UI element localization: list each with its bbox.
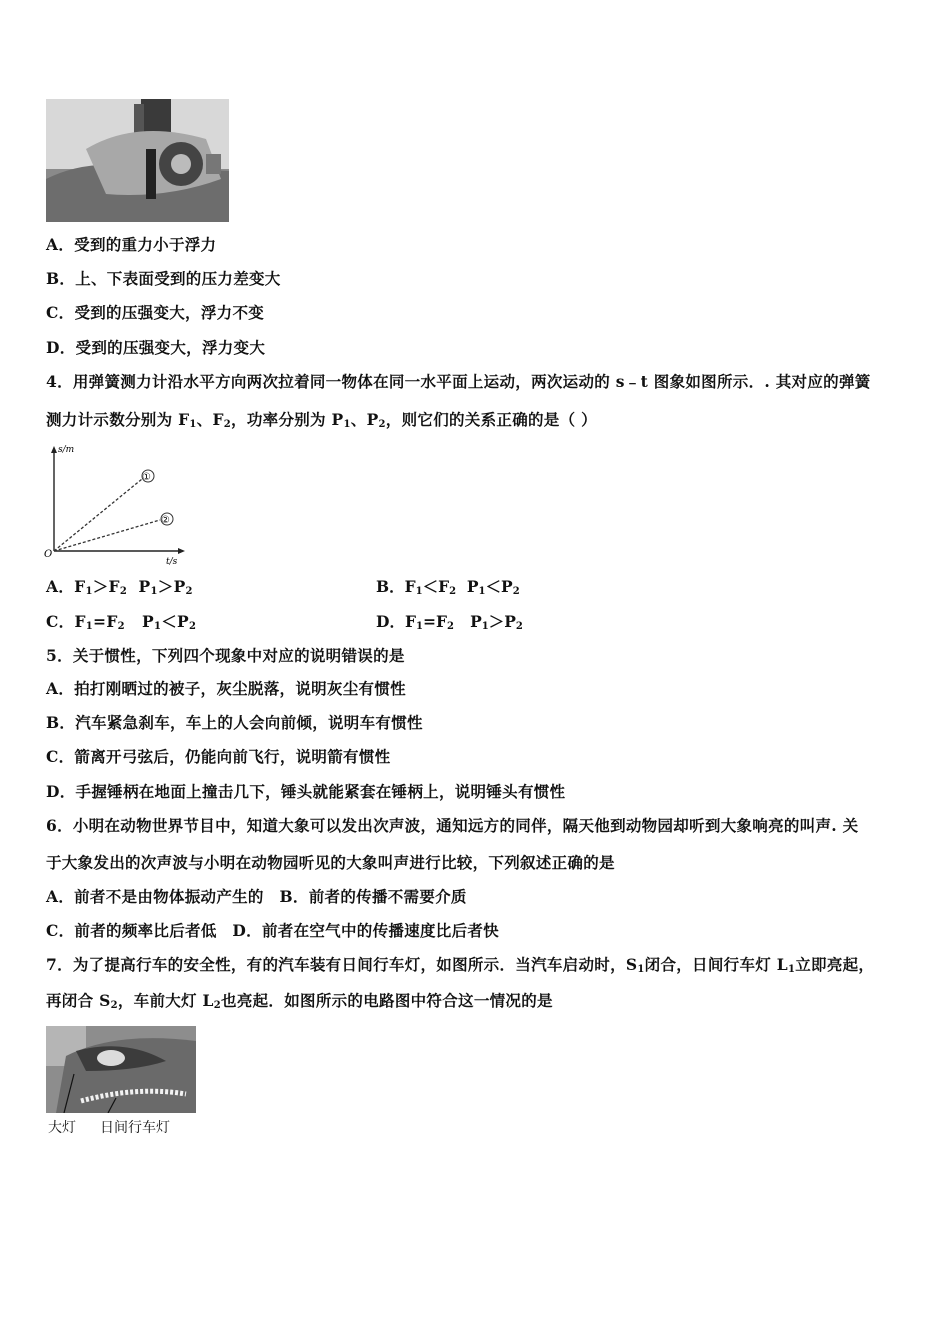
q6-options-cd: C．前者的频率比后者低 D．前者在空气中的传播速度比后者快 <box>46 921 499 940</box>
q5-option-a: A．拍打刚晒过的被子，灰尘脱落，说明灰尘有惯性 <box>46 679 406 698</box>
q4-stem-line1: 4．用弹簧测力计沿水平方向两次拉着同一物体在同一水平面上运动，两次运动的 s﹣t 图象如图所示．. 其对应的弹簧 <box>46 372 871 391</box>
car-headlight-photo <box>46 1026 196 1113</box>
graph-line-1 <box>54 479 142 551</box>
q3-option-a: A．受到的重力小于浮力 <box>46 235 217 254</box>
q4-option-b: B．$F_1<F_2$ $P_1<P_2$ <box>376 577 520 597</box>
caption-headlight: 大灯 <box>48 1120 76 1136</box>
q7-stem-line1: 7．为了提高行车的安全性，有的汽车装有日间行车灯，如图所示．当汽车启动时，$S_1$闭合，日间行车灯 $L_1$立即亮起， <box>46 955 875 975</box>
q4-option-a: A．$F_1>F_2$ $P_1>P_2$ <box>46 577 193 597</box>
q5-option-b: B．汽车紧急刹车，车上的人会向前倾，说明车有惯性 <box>46 713 423 732</box>
q6-stem-line2: 于大象发出的次声波与小明在动物园听见的大象叫声进行比较，下列叙述正确的是 <box>46 853 615 872</box>
q5-option-c: C．箭离开弓弦后，仍能向前飞行，说明箭有惯性 <box>46 747 391 766</box>
q4-option-c: C．$F_1=F_2$ $P_1<P_2$ <box>46 612 197 632</box>
graph-line1-label: ① <box>142 472 151 483</box>
graph-y-label: s/m <box>58 445 75 455</box>
q3-option-d: D．受到的压强变大，浮力变大 <box>46 338 266 357</box>
submarine-photo <box>46 99 229 222</box>
q4-option-d: D．$F_1=F_2$ $P_1>P_2$ <box>376 612 523 632</box>
graph-origin: O <box>44 549 53 560</box>
q7-stem-line2: 再闭合 $S_2$，车前大灯 $L_2$也亮起．如图所示的电路图中符合这一情况的是 <box>46 991 553 1011</box>
q3-option-b: B．上、下表面受到的压力差变大 <box>46 269 281 288</box>
q3-option-c: C．受到的压强变大，浮力不变 <box>46 303 265 322</box>
q6-options-ab: A．前者不是由物体振动产生的 B．前者的传播不需要介质 <box>46 887 467 906</box>
caption-daytime-light: 日间行车灯 <box>100 1120 170 1136</box>
graph-line-2 <box>54 520 160 551</box>
graph-x-label: t/s <box>166 557 178 567</box>
q5-option-d: D．手握锤柄在地面上撞击几下，锤头就能紧套在锤柄上，说明锤头有惯性 <box>46 782 566 801</box>
st-graph <box>44 443 194 567</box>
graph-line2-label: ② <box>161 515 170 526</box>
q6-stem-line1: 6．小明在动物世界节目中，知道大象可以发出次声波，通知远方的同伴，隔天他到动物园却听到大象响亮的叫声. 关 <box>46 816 859 835</box>
q4-stem-line2: 测力计示数分别为 $F_1$、$F_2$，功率分别为 $P_1$、$P_2$，则它们的关系正确的是（ ） <box>46 410 597 430</box>
q5-stem: 5．关于惯性，下列四个现象中对应的说明错误的是 <box>46 646 405 665</box>
